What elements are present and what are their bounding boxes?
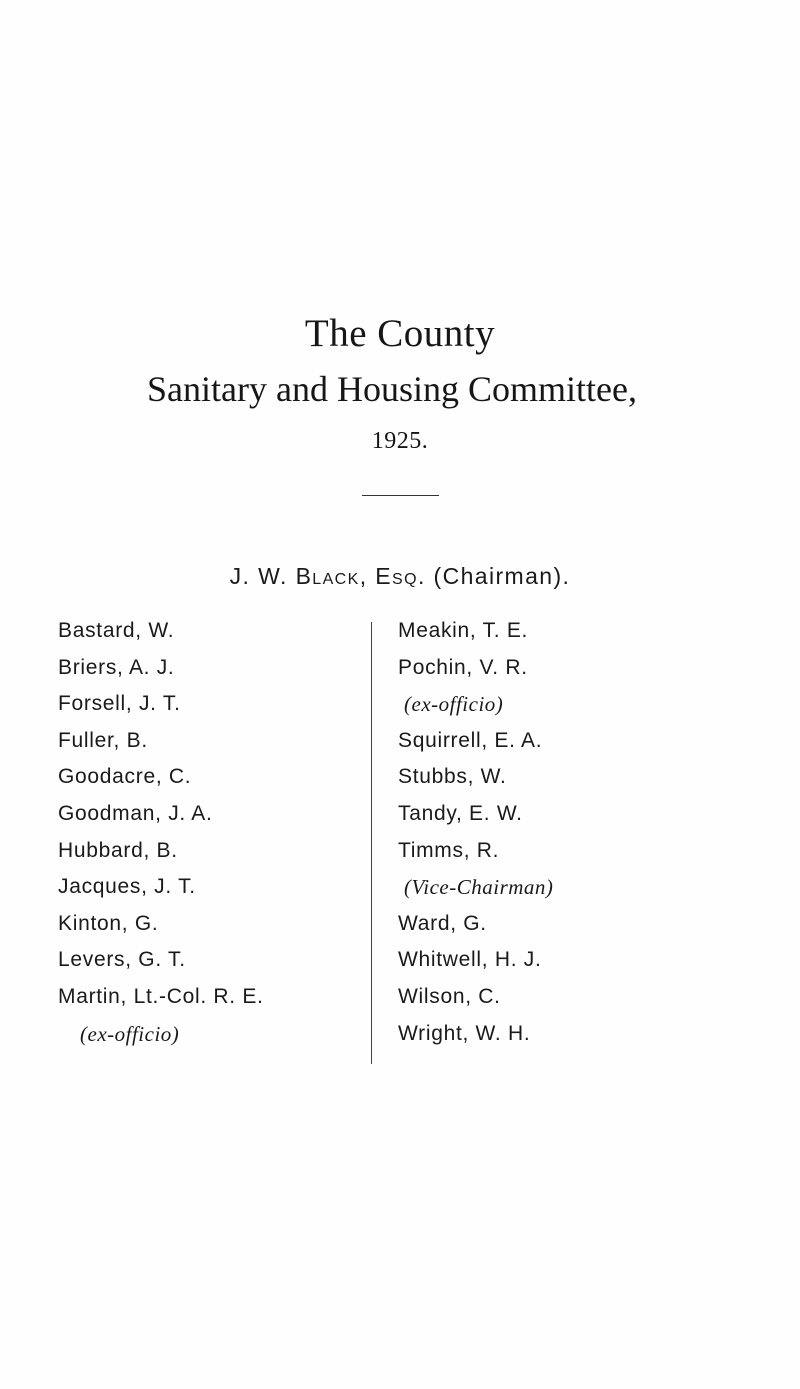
member-entry: Goodman, J. A. [58, 801, 213, 825]
document-title: The County [304, 312, 496, 355]
member-entry: Levers, G. T. [58, 948, 186, 972]
column-divider [371, 622, 372, 1064]
member-entry: Whitwell, H. J. [398, 948, 542, 972]
member-entry: Wilson, C. [398, 984, 501, 1008]
chairman-role: (Chairman). [425, 563, 571, 589]
member-entry: Ward, G. [398, 911, 487, 935]
members-left-column [58, 613, 358, 1052]
member-entry: Jacques, J. T. [58, 875, 196, 899]
member-role-note: (ex-officio) [404, 692, 504, 717]
member-role-note: (Vice-Chairman) [404, 875, 554, 900]
member-entry: Wright, W. H. [398, 1021, 531, 1045]
member-entry: Kinton, G. [58, 911, 159, 935]
member-entry: Martin, Lt.-Col. R. E. [58, 984, 264, 1008]
member-entry: Briers, A. J. [58, 655, 175, 679]
member-entry: Goodacre, C. [58, 765, 192, 789]
member-entry: Timms, R. [398, 838, 500, 862]
member-entry: Squirrell, E. A. [398, 728, 543, 752]
member-entry: Pochin, V. R. [398, 655, 528, 679]
title-divider [362, 495, 439, 496]
member-entry: Tandy, E. W. [398, 801, 523, 825]
member-entry: Bastard, W. [58, 619, 175, 642]
chairman-name-prefix: J. W. [229, 563, 296, 589]
document-year: 1925. [371, 428, 429, 454]
member-entry: Forsell, J. T. [58, 692, 181, 716]
member-role-note: (ex-officio) [80, 1021, 180, 1046]
member-entry: Stubbs, W. [398, 765, 507, 789]
members-right-column [398, 613, 718, 1052]
chairman-line [0, 563, 800, 590]
document-subtitle: Sanitary and Housing Committee, [147, 369, 637, 409]
member-entry: Fuller, B. [58, 728, 148, 752]
chairman-name-surname: Black, Esq. [295, 563, 426, 589]
member-entry: Hubbard, B. [58, 838, 178, 862]
member-entry: Meakin, T. E. [398, 619, 529, 642]
